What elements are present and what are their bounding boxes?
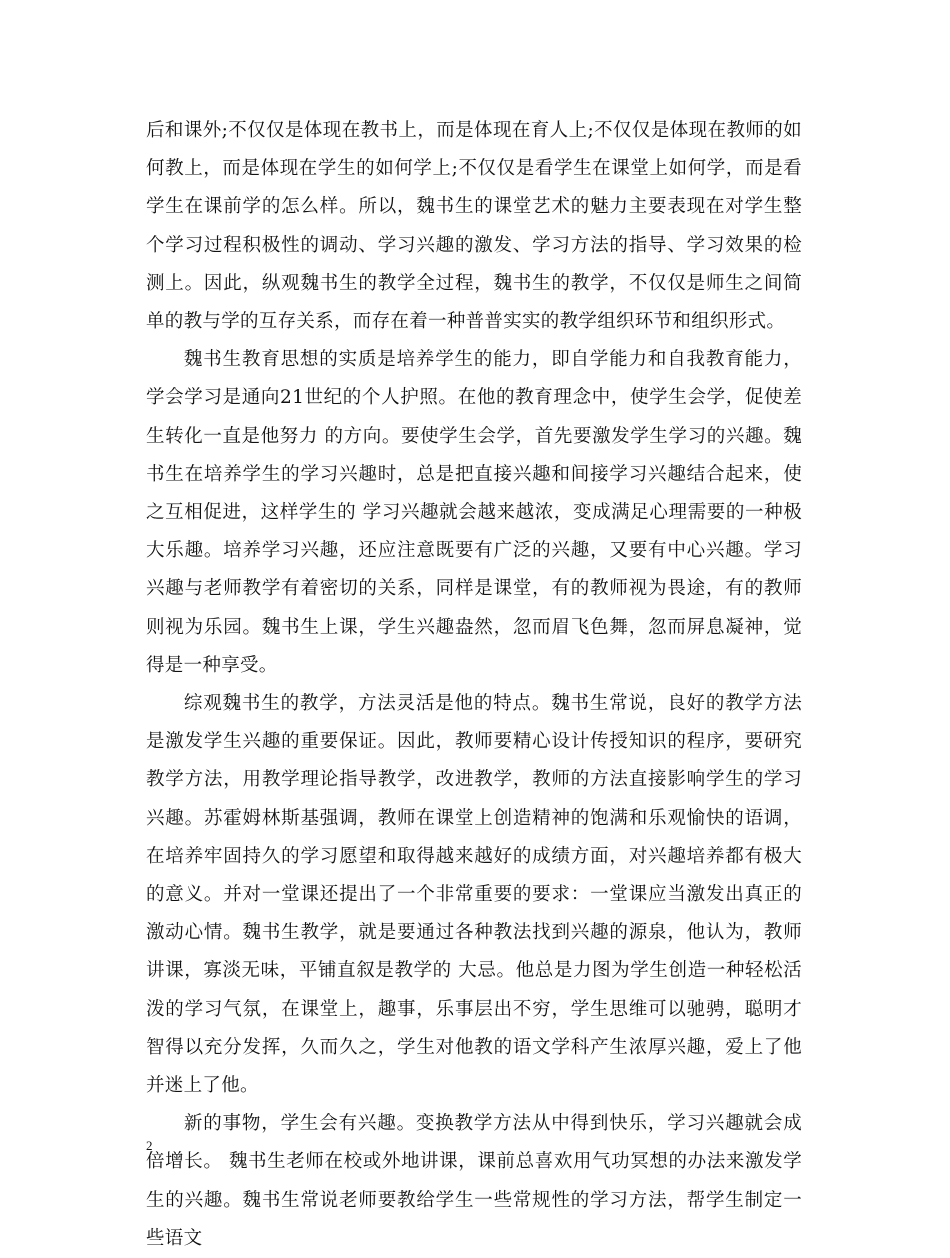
paragraph-3: 综观魏书生的教学，方法灵活是他的特点。魏书生常说，良好的教学方法是激发学生兴趣的重要保证。因此，教师要精心设计传授知识的程序，要研究教学方法，用教学理论指导教学，改进教学，教师的方法直接影响学生的学习兴趣。苏霍姆林斯基强调，教师在课堂上创造精神的饱满和乐观愉快的语调，在培养牢固持久的学习愿望和取得越来越好的成绩方面，对兴趣培养都有极大的意义。并对一堂课还提出了一个非常重要的要求：一堂课应当激发出真正的激动心情。魏书生教学，就是要通过各种教法找到兴趣的源泉，他认为，教师讲课，寡淡无味，平铺直叙是教学的 大忌。他总是力图为学生创造一种轻松活泼的学习气氛，在课堂上，趣事，乐事层出不穷，学生思维可以驰骋，聪明才智得以充分发挥，久而久之，学生对他教的语文学科产生浓厚兴趣，爱上了他并迷上了他。 — [146, 693, 802, 1097]
paragraph-4: 新的事物，学生会有兴趣。变换教学方法从中得到快乐，学习兴趣就会成倍增长。 魏书生老师在校或外地讲课，课前总喜欢用气功冥想的办法来激发学生的兴趣。魏书生常说老师要教给学生一些常规性的学习方法，帮学生制定一些语文 — [146, 1113, 802, 1249]
document-body — [146, 112, 802, 1258]
paragraph-1: 后和课外;不仅仅是体现在教书上，而是体现在育人上;不仅仅是体现在教师的如何教上，而是体现在学生的如何学上;不仅仅是看学生在课堂上如何学，而是看学生在课前学的怎么样。所以，魏书生的课堂艺术的魅力主要表现在对学生整个学习过程积极性的调动、学习兴趣的激发、学习方法的指导、学习效果的检测上。因此，纵观魏书生的教学全过程，魏书生的教学，不仅仅是师生之间简单的教与学的互存关系，而存在着一种普普实实的教学组织环节和组织形式。 — [146, 120, 802, 333]
page-number: 2 — [146, 1138, 153, 1153]
paragraph-2: 魏书生教育思想的实质是培养学生的能力，即自学能力和自我教育能力，学会学习是通向21世纪的个人护照。在他的教育理念中，使学生会学，促使差生转化一直是他努力 的方向。要使学生会学，首先要激发学生学习的兴趣。魏书生在培养学生的学习兴趣时，总是把直接兴趣和间接学习兴趣结合起来，使之互相促进，这样学生的 学习兴趣就会越来越浓，变成满足心理需要的一种极大乐趣。培养学习兴趣，还应注意既要有广泛的兴趣，又要有中心兴趣。学习兴趣与老师教学有着密切的关系，同样是课堂，有的教师视为畏途，有的教师则视为乐园。魏书生上课，学生兴趣盎然，忽而眉飞色舞，忽而屏息凝神，觉得是一种享受。 — [146, 349, 802, 676]
